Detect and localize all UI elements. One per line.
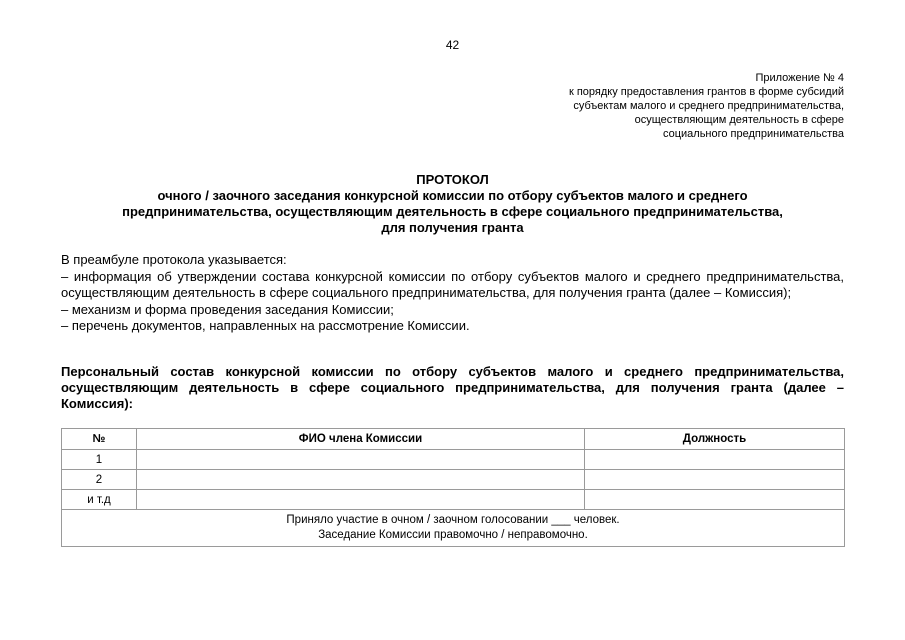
composition-heading: Персональный состав конкурсной комиссии по отбору субъектов малого и среднего предпринимательства, осуществляющим деятельность в сфере социального предпринимательства, для получения гранта (далее – Комиссия): xyxy=(61,364,844,411)
member-name-cell xyxy=(137,490,585,510)
title-line: для получения гранта xyxy=(381,220,524,235)
preamble-item: – перечень документов, направленных на рассмотрение Комиссии. xyxy=(61,318,470,333)
row-number: 1 xyxy=(62,450,137,470)
page-number: 42 xyxy=(445,38,460,52)
table-footer-row xyxy=(62,510,845,547)
member-name-cell xyxy=(137,450,585,470)
table-row xyxy=(62,450,845,470)
voting-summary xyxy=(62,510,845,547)
column-header-number: № xyxy=(62,429,137,450)
member-position-cell xyxy=(585,490,845,510)
title-line: предпринимательства, осуществляющим деятельность в сфере социального предпринимательства, xyxy=(122,204,783,219)
row-number: и т.д xyxy=(62,490,137,510)
title-line: очного / заочного заседания конкурсной комиссии по отбору субъектов малого и среднего xyxy=(157,188,748,203)
appendix-line: субъектам малого и среднего предпринимательства, xyxy=(573,100,844,112)
table-row xyxy=(62,470,845,490)
row-number: 2 xyxy=(62,470,137,490)
document-title xyxy=(61,172,844,236)
appendix-line: осуществляющим деятельность в сфере xyxy=(634,114,844,126)
preamble-intro: В преамбуле протокола указывается: xyxy=(61,252,287,267)
table-row xyxy=(62,490,845,510)
preamble xyxy=(61,252,844,335)
column-header-position: Должность xyxy=(585,429,845,450)
quorum-status: Заседание Комиссии правомочно / неправомочно. xyxy=(318,529,588,541)
members-table xyxy=(61,428,845,547)
member-name-cell xyxy=(137,470,585,490)
member-position-cell xyxy=(585,470,845,490)
appendix-line: Приложение № 4 xyxy=(755,72,844,84)
preamble-item: – механизм и форма проведения заседания Комиссии; xyxy=(61,301,394,317)
voting-participants: Приняло участие в очном / заочном голосовании ___ человек. xyxy=(286,514,620,526)
column-header-name: ФИО члена Комиссии xyxy=(137,429,585,450)
appendix-line: к порядку предоставления грантов в форме субсидий xyxy=(568,86,844,98)
appendix-line: социального предпринимательства xyxy=(662,128,844,140)
table-header-row xyxy=(62,429,845,450)
member-position-cell xyxy=(585,450,845,470)
title-heading: ПРОТОКОЛ xyxy=(416,172,489,187)
appendix-reference xyxy=(569,71,844,141)
preamble-item: – информация об утверждении состава конкурсной комиссии по отбору субъектов малого и среднего предпринимательства, осуществляющим деятельность в сфере социального предпринимательства, для получения гранта (далее – Комиссия); xyxy=(61,268,844,300)
